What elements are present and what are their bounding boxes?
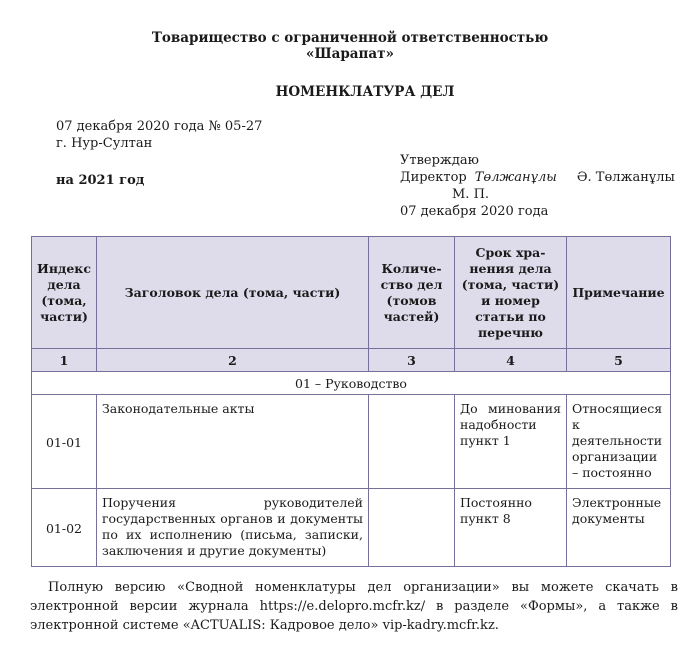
column-number: 1 bbox=[32, 349, 97, 372]
column-number: 2 bbox=[97, 349, 369, 372]
section-row bbox=[32, 372, 671, 395]
cell-term: Постоянно пункт 8 bbox=[455, 489, 567, 567]
document-date-number: 07 декабря 2020 года № 05-27 bbox=[56, 119, 263, 134]
document-city: г. Нур-Султан bbox=[56, 136, 153, 151]
approval-date: 07 декабря 2020 года bbox=[400, 204, 549, 219]
company-line-1: Товарищество с ограниченной ответственностью bbox=[151, 30, 549, 46]
approval-block bbox=[400, 152, 675, 220]
approval-signature-line bbox=[400, 169, 675, 186]
cell-index: 01-01 bbox=[32, 395, 97, 489]
column-number: 3 bbox=[369, 349, 455, 372]
footer-note: Полную версию «Сводной номенклатуры дел организации» вы можете скачать в электронной версии журнала https://e.delopro.mcfr.kz/ в разделе «Формы», а также в электронной системе «ACTUALIS: Кадровое дело» vip-kadry.mcfr.kz. bbox=[30, 580, 678, 633]
approval-name: Ә. Төлжанұлы bbox=[576, 170, 675, 185]
cell-note: Относящиеся к деятельности организации – постоянно bbox=[567, 395, 671, 489]
header-term: Срок хра-нения дела (тома, части) и номер статьи по перечню bbox=[455, 237, 567, 349]
table-header-row bbox=[32, 237, 671, 349]
cell-count bbox=[369, 395, 455, 489]
cell-index: 01-02 bbox=[32, 489, 97, 567]
approval-signature: Төлжанұлы bbox=[474, 170, 557, 185]
header-note: Примечание bbox=[567, 237, 671, 349]
table-row bbox=[32, 395, 671, 489]
nomenclature-table bbox=[31, 236, 671, 567]
cell-title: Поручения руководителей государственных органов и документы по их исполнению (письма, записки, заключения и другие документы) bbox=[97, 489, 369, 567]
document-year: на 2021 год bbox=[56, 173, 145, 188]
cell-count bbox=[369, 489, 455, 567]
cell-title: Законодательные акты bbox=[97, 395, 369, 489]
header-index: Индекс дела (тома, части) bbox=[32, 237, 97, 349]
company-line-2: «Шарапат» bbox=[306, 46, 394, 62]
header-title: Заголовок дела (тома, части) bbox=[97, 237, 369, 349]
section-title: 01 – Руководство bbox=[32, 372, 671, 395]
column-number: 4 bbox=[455, 349, 567, 372]
column-numbers-row bbox=[32, 349, 671, 372]
cell-term: До минования надобности пункт 1 bbox=[455, 395, 567, 489]
table-row bbox=[32, 489, 671, 567]
column-number: 5 bbox=[567, 349, 671, 372]
date-block bbox=[56, 118, 262, 152]
approval-stamp: М. П. bbox=[452, 187, 490, 202]
company-name bbox=[0, 30, 700, 62]
cell-note: Электронные документы bbox=[567, 489, 671, 567]
approval-heading: Утверждаю bbox=[400, 153, 479, 168]
document-title: НОМЕНКЛАТУРА ДЕЛ bbox=[275, 84, 455, 100]
header-count: Количе-ство дел (томов частей) bbox=[369, 237, 455, 349]
approval-position: Директор bbox=[400, 170, 467, 185]
